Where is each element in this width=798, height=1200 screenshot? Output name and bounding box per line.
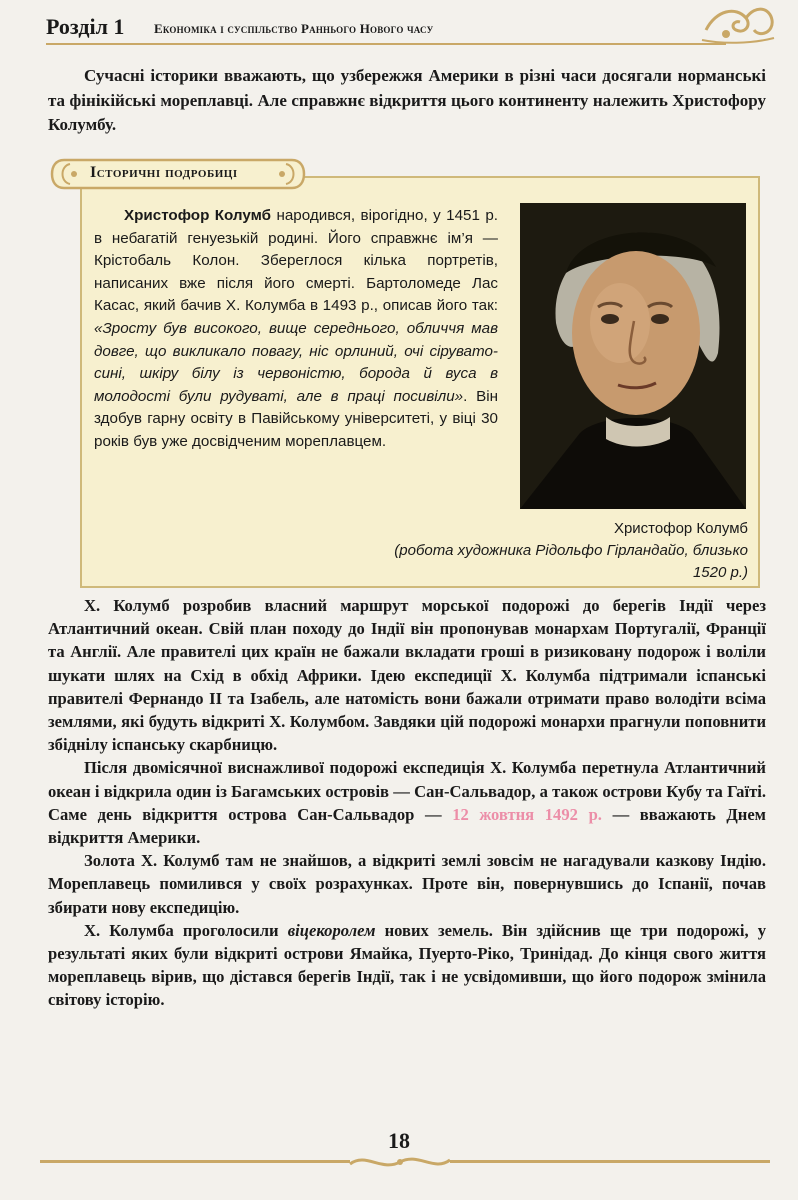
paragraph-3: Золота Х. Колумб там не знайшов, а відкриті землі зовсім не нагадували казкову Індію. Мореплавець помилився у своїх розрахунках. Проте він, повернувшись до Іспанії, почав збирати нову експедицію. (48, 851, 766, 917)
paragraph-1: Х. Колумб розробив власний маршрут морської подорожі до берегів Індії через Атлантичний океан. Свій план походу до Індії він пропонував монархам Португалії, Франції та Англії. Але правителі цих країн не бажали вкладати гроші в ризиковану подорож і воліли шукати шлях на Схід в обхід Африки. Ідею експедиції Х. Колумба підтримали іспанські правителі Фернандо II та Ізабель, але натомість вони бажали отримати право володіти всіма землями, які будуть відкриті Х. Колумбом. Завдяки цій подорожі монархи прагнули поповнити збіднілу іспанську скарбницю. (48, 596, 766, 755)
caption-name: Христофор Колумб (613, 520, 748, 537)
header-rule (46, 43, 726, 45)
caption-note: (робота художника Рідольфо Гірландайо, близько 1520 р.) (394, 542, 748, 581)
paragraph-4: Х. Колумба проголосили віцекоролем нових земель. Він здійснив ще три подорожі, у результаті яких були відкриті острови Ямайка, Пуерто-Ріко, Тринідад. До кінця свого життя мореплавець вірив, що дістався берегів Індії, так і не усвідомивши, що його подорож змінила світову історію. (48, 920, 767, 1010)
portrait-image (520, 203, 746, 509)
page-header (46, 14, 766, 42)
viceroy-term: віцекоролем (287, 920, 376, 940)
footer-rule-left (40, 1160, 350, 1163)
corner-ornament-icon (696, 0, 776, 48)
paragraph-2: Після двомісячної виснажливої подорожі експедиція Х. Колумба перетнула Атлантичний океан і відкрила один із Багамських островів — Сан-Сальвадор, а також острови Кубу та Гаїті. Саме день відкриття острова Сан-Сальвадор — 12 жовтня 1492 р. — вважають Днем відкриття Америки. (48, 758, 766, 848)
intro-paragraph: Сучасні історики вважають, що узбережжя Америки в різні часи досягали норманські та фінікійські мореплавці. Але справжнє відкриття цього континенту належить Христофору Колумбу. (48, 66, 766, 134)
page-footer (0, 1120, 798, 1180)
chapter-subtitle: Економіка і суспільство Раннього Нового часу (154, 21, 434, 36)
label-text: Історичні подробиці (90, 164, 238, 181)
discovery-day-term: Днем відкриття Америки (48, 804, 766, 848)
chapter-label: Розділ 1 (46, 14, 125, 39)
discovery-date: 12 жовтня 1492 р. (452, 804, 602, 824)
footer-rule-right (450, 1160, 770, 1163)
page-number: 18 (388, 1128, 410, 1153)
biography-text: Христофор Колумб народився, вірогідно, у 1451 р. в небагатій генуезькій родині. Його справжнє ім’я — Крістобаль Колон. Збереглося кілька портретів, написаних вже після його смерті. Бартоломеде Лас Касас, який бачив Х. Колумба в 1493 р., описав його так: «Зросту був високого, вище середнього, обличчя мав довге, що викликало повагу, ніс орлиний, очі сірувато-сині, шкіру білу із червоністю, борода й вуса в молодості були рудуваті, але в праці посивіли». Він здобув гарну освіту в Павійському університеті, у віці 30 років був уже досвідченим мореплавцем. (94, 207, 498, 450)
historical-details-label (50, 156, 306, 192)
main-text (48, 594, 766, 1012)
portrait-caption (392, 518, 748, 584)
